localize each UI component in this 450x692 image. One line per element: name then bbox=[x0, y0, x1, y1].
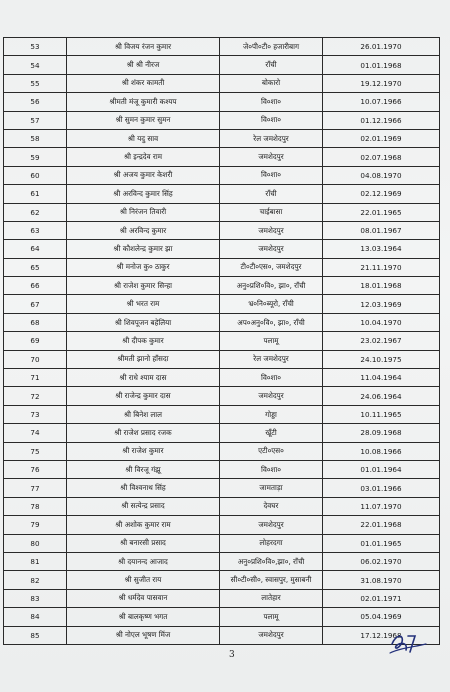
posting-cell: पलामू bbox=[220, 608, 323, 626]
serial-number-cell: 61 bbox=[4, 185, 67, 203]
name-cell: श्री धर्मदेव पासवान bbox=[67, 589, 220, 607]
posting-cell: वि०शा० bbox=[220, 369, 323, 387]
posting-cell: अनु०प्रशि०वि०,झा०, राँची bbox=[220, 552, 323, 570]
posting-cell: जमशेदपुर bbox=[220, 221, 323, 239]
table-row bbox=[4, 166, 440, 184]
serial-number-cell: 59 bbox=[4, 148, 67, 166]
serial-number-cell: 65 bbox=[4, 258, 67, 276]
date-of-birth-cell: 11.07.1970 bbox=[323, 497, 440, 515]
serial-number-cell: 84 bbox=[4, 608, 67, 626]
serial-number-cell: 56 bbox=[4, 93, 67, 111]
date-of-birth-cell: 01.01.1968 bbox=[323, 56, 440, 74]
serial-number-cell: 79 bbox=[4, 516, 67, 534]
serial-number-cell: 57 bbox=[4, 111, 67, 129]
date-of-birth-cell: 01.01.1965 bbox=[323, 534, 440, 552]
table-row bbox=[4, 589, 440, 607]
name-cell: श्री राजेश कुमार सिन्हा bbox=[67, 277, 220, 295]
name-cell: श्री सत्येन्द्र प्रसाद bbox=[67, 497, 220, 515]
date-of-birth-cell: 28.09.1968 bbox=[323, 424, 440, 442]
date-of-birth-cell: 02.07.1968 bbox=[323, 148, 440, 166]
serial-number-cell: 60 bbox=[4, 166, 67, 184]
date-of-birth-cell: 24.06.1964 bbox=[323, 387, 440, 405]
name-cell: श्री कौशलेन्द्र कुमार झा bbox=[67, 240, 220, 258]
posting-cell: चाईबासा bbox=[220, 203, 323, 221]
name-cell: श्री यदु साव bbox=[67, 129, 220, 147]
serial-number-cell: 74 bbox=[4, 424, 67, 442]
table-row bbox=[4, 56, 440, 74]
date-of-birth-cell: 23.02.1967 bbox=[323, 332, 440, 350]
date-of-birth-cell: 01.01.1964 bbox=[323, 460, 440, 478]
date-of-birth-cell: 17.12.1968 bbox=[323, 626, 440, 644]
name-cell: श्री अरविन्द कुमार सिंह bbox=[67, 185, 220, 203]
table-row bbox=[4, 93, 440, 111]
table-row bbox=[4, 148, 440, 166]
serial-number-cell: 62 bbox=[4, 203, 67, 221]
name-cell: श्री मनोज कु० ठाकुर bbox=[67, 258, 220, 276]
name-cell: श्री दयानन्द आजाद bbox=[67, 552, 220, 570]
table-row bbox=[4, 497, 440, 515]
date-of-birth-cell: 10.04.1970 bbox=[323, 313, 440, 331]
date-of-birth-cell: 10.07.1966 bbox=[323, 93, 440, 111]
posting-cell: लोहरदगा bbox=[220, 534, 323, 552]
name-cell: श्री विश्वनाथ सिंह bbox=[67, 479, 220, 497]
table-row bbox=[4, 313, 440, 331]
posting-cell: भ्र०नि०ब्यूरो, राँची bbox=[220, 295, 323, 313]
posting-cell: गोड्डा bbox=[220, 405, 323, 423]
posting-cell: जमशेदपुर bbox=[220, 626, 323, 644]
serial-number-cell: 64 bbox=[4, 240, 67, 258]
posting-cell: राँची bbox=[220, 56, 323, 74]
posting-cell: जे०पी०टी० हजारीबाग bbox=[220, 38, 323, 56]
name-cell: श्री विरजू गंझू bbox=[67, 460, 220, 478]
posting-cell: अनु०प्रशि०वि०, झा०, राँची bbox=[220, 277, 323, 295]
serial-number-cell: 66 bbox=[4, 277, 67, 295]
table-row bbox=[4, 369, 440, 387]
posting-cell: जमशेदपुर bbox=[220, 516, 323, 534]
name-cell: श्री भरत राम bbox=[67, 295, 220, 313]
name-cell: श्री राजेश प्रसाद रजक bbox=[67, 424, 220, 442]
serial-number-cell: 83 bbox=[4, 589, 67, 607]
name-cell: श्री बिनेश लाल bbox=[67, 405, 220, 423]
serial-number-cell: 58 bbox=[4, 129, 67, 147]
serial-number-cell: 72 bbox=[4, 387, 67, 405]
serial-number-cell: 78 bbox=[4, 497, 67, 515]
table-row bbox=[4, 295, 440, 313]
name-cell: श्री राजेश कुमार bbox=[67, 442, 220, 460]
serial-number-cell: 53 bbox=[4, 38, 67, 56]
serial-number-cell: 82 bbox=[4, 571, 67, 589]
name-cell: श्री अशोक कुमार राम bbox=[67, 516, 220, 534]
name-cell: श्री शंकर कामती bbox=[67, 74, 220, 92]
serial-number-cell: 54 bbox=[4, 56, 67, 74]
name-cell: श्री दीपक कुमार bbox=[67, 332, 220, 350]
date-of-birth-cell: 01.12.1966 bbox=[323, 111, 440, 129]
serial-number-cell: 69 bbox=[4, 332, 67, 350]
table-row bbox=[4, 221, 440, 239]
table-row bbox=[4, 129, 440, 147]
serial-number-cell: 70 bbox=[4, 350, 67, 368]
posting-cell: सी०टी०सी०, स्वासपुर, मुसाबनी bbox=[220, 571, 323, 589]
posting-cell: रेल जमशेदपुर bbox=[220, 350, 323, 368]
name-cell: श्री इन्द्रदेव राम bbox=[67, 148, 220, 166]
table-row bbox=[4, 460, 440, 478]
name-cell: श्री राजेन्द्र कुमार दास bbox=[67, 387, 220, 405]
table-row bbox=[4, 203, 440, 221]
handwritten-initials-signature bbox=[388, 626, 428, 656]
personnel-table-body bbox=[4, 38, 440, 645]
table-row bbox=[4, 571, 440, 589]
serial-number-cell: 67 bbox=[4, 295, 67, 313]
date-of-birth-cell: 02.12.1969 bbox=[323, 185, 440, 203]
date-of-birth-cell: 02.01.1971 bbox=[323, 589, 440, 607]
posting-cell: वि०शा० bbox=[220, 93, 323, 111]
table-row bbox=[4, 534, 440, 552]
table-row bbox=[4, 240, 440, 258]
posting-cell: वि०शा० bbox=[220, 166, 323, 184]
serial-number-cell: 71 bbox=[4, 369, 67, 387]
name-cell: श्री सुजीत राय bbox=[67, 571, 220, 589]
posting-cell: जामताड़ा bbox=[220, 479, 323, 497]
serial-number-cell: 55 bbox=[4, 74, 67, 92]
table-row bbox=[4, 350, 440, 368]
date-of-birth-cell: 31.08.1970 bbox=[323, 571, 440, 589]
name-cell: श्रीमती मंजू कुमारी कश्यप bbox=[67, 93, 220, 111]
date-of-birth-cell: 19.12.1970 bbox=[323, 74, 440, 92]
name-cell: श्री राधे श्याम दास bbox=[67, 369, 220, 387]
serial-number-cell: 63 bbox=[4, 221, 67, 239]
name-cell: श्री शिवपूजन बहेलिया bbox=[67, 313, 220, 331]
posting-cell: रेल जमशेदपुर bbox=[220, 129, 323, 147]
date-of-birth-cell: 10.11.1965 bbox=[323, 405, 440, 423]
serial-number-cell: 68 bbox=[4, 313, 67, 331]
date-of-birth-cell: 11.04.1964 bbox=[323, 369, 440, 387]
serial-number-cell: 75 bbox=[4, 442, 67, 460]
date-of-birth-cell: 02.01.1969 bbox=[323, 129, 440, 147]
date-of-birth-cell: 05.04.1969 bbox=[323, 608, 440, 626]
table-row bbox=[4, 552, 440, 570]
name-cell: श्री बनारसी प्रसाद bbox=[67, 534, 220, 552]
page-number: 3 bbox=[229, 650, 235, 660]
name-cell: श्री अजय कुमार केशरी bbox=[67, 166, 220, 184]
posting-cell: वि०शा० bbox=[220, 111, 323, 129]
table-row bbox=[4, 111, 440, 129]
name-cell: श्री बालकृष्ण भगत bbox=[67, 608, 220, 626]
table-row bbox=[4, 424, 440, 442]
personnel-table bbox=[3, 37, 440, 645]
name-cell: श्री निरंजन तिवारी bbox=[67, 203, 220, 221]
name-cell: श्री विजय रंजन कुमार bbox=[67, 38, 220, 56]
table-row bbox=[4, 405, 440, 423]
serial-number-cell: 81 bbox=[4, 552, 67, 570]
posting-cell: जमशेदपुर bbox=[220, 240, 323, 258]
name-cell: श्री सुमन कुमार सुमन bbox=[67, 111, 220, 129]
table-row bbox=[4, 332, 440, 350]
name-cell: श्री श्री नीरज bbox=[67, 56, 220, 74]
serial-number-cell: 80 bbox=[4, 534, 67, 552]
table-row bbox=[4, 258, 440, 276]
date-of-birth-cell: 06.02.1970 bbox=[323, 552, 440, 570]
serial-number-cell: 73 bbox=[4, 405, 67, 423]
table-row bbox=[4, 626, 440, 644]
name-cell: श्री नोएल भूषण मिंज bbox=[67, 626, 220, 644]
date-of-birth-cell: 04.08.1970 bbox=[323, 166, 440, 184]
name-cell: श्रीमती झानो हाँसदा bbox=[67, 350, 220, 368]
table-row bbox=[4, 74, 440, 92]
table-row bbox=[4, 516, 440, 534]
date-of-birth-cell: 10.08.1966 bbox=[323, 442, 440, 460]
date-of-birth-cell: 13.03.1964 bbox=[323, 240, 440, 258]
posting-cell: खूँटी bbox=[220, 424, 323, 442]
posting-cell: पलामू bbox=[220, 332, 323, 350]
date-of-birth-cell: 22.01.1965 bbox=[323, 203, 440, 221]
serial-number-cell: 85 bbox=[4, 626, 67, 644]
table-row bbox=[4, 277, 440, 295]
serial-number-cell: 77 bbox=[4, 479, 67, 497]
posting-cell: अप०अनु०वि०, झा०, राँची bbox=[220, 313, 323, 331]
date-of-birth-cell: 26.01.1970 bbox=[323, 38, 440, 56]
table-row bbox=[4, 479, 440, 497]
posting-cell: टी०टी०एस०, जमशेदपुर bbox=[220, 258, 323, 276]
posting-cell: बोकारो bbox=[220, 74, 323, 92]
table-row bbox=[4, 38, 440, 56]
posting-cell: जमशेदपुर bbox=[220, 148, 323, 166]
posting-cell: लातेहार bbox=[220, 589, 323, 607]
date-of-birth-cell: 08.01.1967 bbox=[323, 221, 440, 239]
date-of-birth-cell: 18.01.1968 bbox=[323, 277, 440, 295]
date-of-birth-cell: 24.10.1975 bbox=[323, 350, 440, 368]
posting-cell: जमशेदपुर bbox=[220, 387, 323, 405]
posting-cell: एटी०एस० bbox=[220, 442, 323, 460]
name-cell: श्री अरविन्द कुमार bbox=[67, 221, 220, 239]
posting-cell: राँची bbox=[220, 185, 323, 203]
posting-cell: वि०शा० bbox=[220, 460, 323, 478]
table-row bbox=[4, 608, 440, 626]
serial-number-cell: 76 bbox=[4, 460, 67, 478]
table-row bbox=[4, 387, 440, 405]
date-of-birth-cell: 22.01.1968 bbox=[323, 516, 440, 534]
date-of-birth-cell: 12.03.1969 bbox=[323, 295, 440, 313]
posting-cell: देवघर bbox=[220, 497, 323, 515]
date-of-birth-cell: 03.01.1966 bbox=[323, 479, 440, 497]
date-of-birth-cell: 21.11.1970 bbox=[323, 258, 440, 276]
table-row bbox=[4, 185, 440, 203]
table-row bbox=[4, 442, 440, 460]
